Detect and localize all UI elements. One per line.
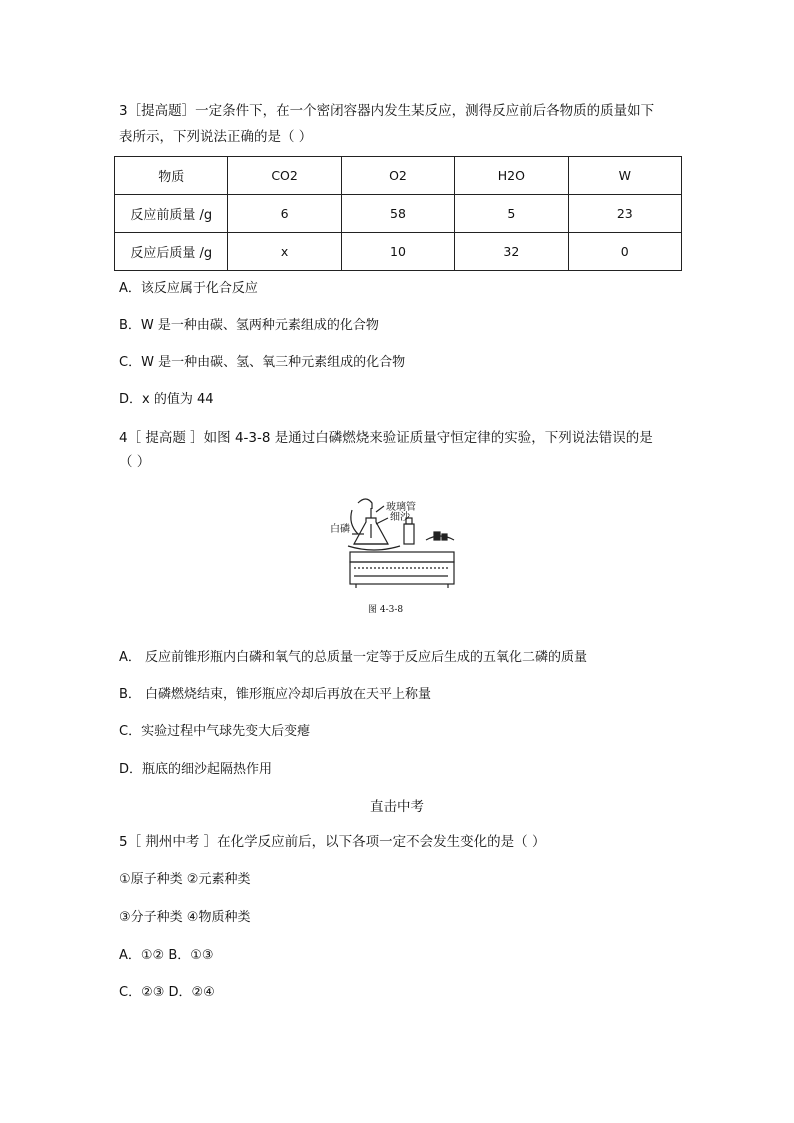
table-cell: 0 — [568, 233, 681, 271]
table-cell: 反应后质量 /g — [115, 233, 228, 271]
q4-option-a: A． 反应前锥形瓶内白磷和氧气的总质量一定等于反应后生成的五氧化二磷的质量 — [119, 650, 588, 665]
table-cell: 32 — [455, 233, 568, 271]
q3-option-b: B．W 是一种由碳、氢两种元素组成的化合物 — [119, 318, 379, 333]
figure-label-white-phosphorus: 白磷 — [330, 524, 350, 535]
q4-stem-line2: （ ） — [119, 454, 151, 470]
balloon-string — [351, 510, 358, 534]
q3-option-c: C．W 是一种由碳、氢、氧三种元素组成的化合物 — [119, 355, 406, 370]
table-cell: 58 — [341, 195, 454, 233]
table-cell: 10 — [341, 233, 454, 271]
q4-option-c: C．实验过程中气球先变大后变瘪 — [119, 724, 311, 739]
q3-option-a: A．该反应属于化合反应 — [119, 281, 258, 296]
balance-figure — [330, 488, 460, 618]
q4-stem-line1: 4［ 提高题 ］如图 4-3-8 是通过白磷燃烧来验证质量守恒定律的实验，下列说法错误的是 — [119, 430, 653, 446]
q5-items-line2: ③分子种类 ④物质种类 — [119, 910, 251, 925]
figure-label-glass-tube: 玻璃管 — [386, 502, 416, 513]
weight-block — [404, 524, 414, 544]
table-header-cell: O2 — [341, 157, 454, 195]
balance-diagram — [330, 488, 460, 618]
q5-options-line1: A．①② B．①③ — [119, 948, 214, 963]
table-header-cell: CO2 — [228, 157, 341, 195]
table-cell: 23 — [568, 195, 681, 233]
table-header-cell: W — [568, 157, 681, 195]
table-cell: 反应前质量 /g — [115, 195, 228, 233]
table-header-row — [115, 157, 682, 195]
q5-options-line2: C．②③ D．②④ — [119, 985, 215, 1000]
table-header-cell: 物质 — [115, 157, 228, 195]
beam — [350, 552, 454, 562]
q3-stem-line1: 3［提高题］一定条件下，在一个密闭容器内发生某反应，测得反应前后各物质的质量如下 — [119, 103, 655, 119]
table-cell: 6 — [228, 195, 341, 233]
q3-stem-line2: 表所示，下列说法正确的是（ ） — [119, 129, 313, 145]
figure-label-sand: 细沙 — [390, 512, 410, 523]
mass-table — [114, 156, 682, 271]
q4-option-b: B． 白磷燃烧结束，锥形瓶应冷却后再放在天平上称量 — [119, 687, 432, 702]
scale-base — [350, 562, 454, 584]
table-cell: 5 — [455, 195, 568, 233]
q5-stem: 5［ 荆州中考 ］在化学反应前后，以下各项一定不会发生变化的是（ ） — [119, 834, 546, 850]
balloon-shape — [358, 499, 372, 509]
table-row — [115, 195, 682, 233]
section-title: 直击中考 — [370, 799, 424, 815]
table-row — [115, 233, 682, 271]
table-header-cell: H2O — [455, 157, 568, 195]
q4-option-d: D．瓶底的细沙起隔热作用 — [119, 762, 273, 777]
figure-caption: 图 4-3-8 — [368, 605, 404, 615]
q5-items-line1: ①原子种类 ②元素种类 — [119, 872, 251, 887]
q3-option-d: D．x 的值为 44 — [119, 392, 214, 407]
table-cell: x — [228, 233, 341, 271]
left-pan — [348, 546, 400, 550]
